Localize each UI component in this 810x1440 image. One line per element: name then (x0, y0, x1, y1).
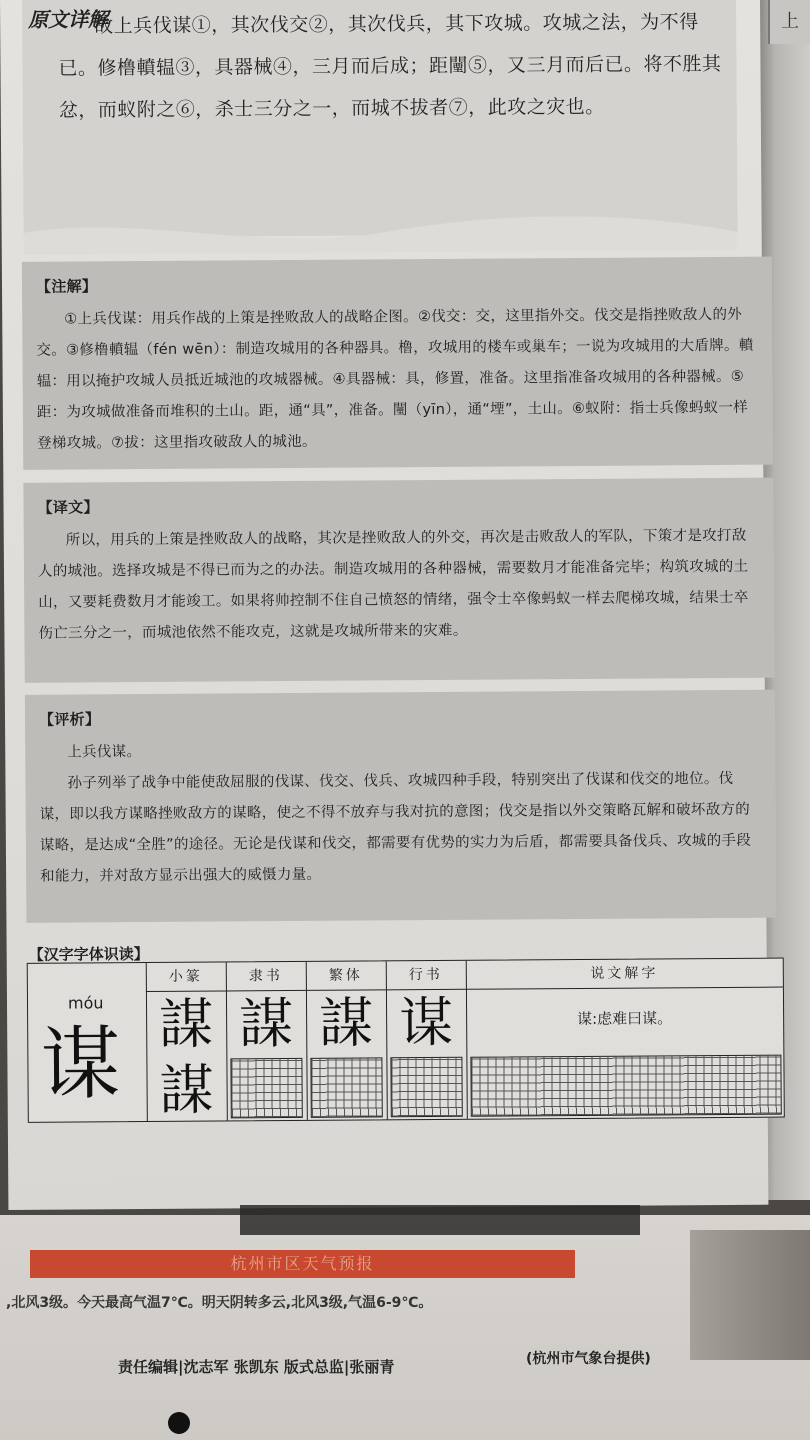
pinyin: móu (67, 993, 104, 1013)
analysis-section (25, 690, 777, 923)
notes-section (22, 257, 773, 470)
editors-credit: 责任编辑|沈志军 张凯东 版式总监|张丽青 (118, 1358, 395, 1376)
column-header: 行书 (386, 961, 466, 991)
notes-label: 【注解】 (35, 277, 98, 296)
column-header: 隶书 (226, 962, 306, 992)
weather-provider: (杭州市气象台提供) (526, 1351, 651, 1367)
shuowen-text: 谋:虑难曰谋。 (577, 1009, 673, 1028)
practice-grid (310, 1057, 382, 1118)
translation-label: 【译文】 (37, 498, 99, 517)
analysis-text: 孙子列举了战争中能使敌屈服的伐谋、伐交、伐兵、攻城四种手段，特别突出了伐谋和伐交的地位。伐谋，即以我方谋略挫败敌方的谋略，使之不得不放弃与我对抗的意图；伐交是指以外交策略瓦解和破坏敌方的谋略，是达成“全胜”的途径。无论是伐谋和伐交，都需要有优势的实力为后盾，都需要具备伐兵、攻城的手段和能力，并对敌方显示出强大的威慑力量。 (39, 770, 752, 885)
column-header: 小篆 (146, 962, 226, 992)
wave-divider (24, 210, 738, 255)
shuowen-header: 说文解字 (466, 959, 783, 990)
original-text: 故上兵伐谋①，其次伐交②，其次伐兵，其下攻城。攻城之法，为不得已。修橹轒辒③，具器械④，三月而后成；距闉⑤，又三月而后已。将不胜其忿，而蚁附之⑥，杀士三分之一，而城不拔者⑦，此攻之灾也。 (58, 11, 722, 122)
glyph-section-title: 【汉字字体识读】 (28, 944, 149, 964)
shadow (240, 1205, 640, 1235)
glyph-char: 謀 (159, 1058, 214, 1122)
glyph-char: 谋 (398, 990, 454, 1055)
column-fanti (306, 961, 388, 1120)
newspaper-background (0, 1215, 810, 1440)
column-xiaozhuan (146, 962, 228, 1121)
main-character: 谋 (40, 1017, 121, 1111)
practice-grid (230, 1058, 302, 1119)
glyph-char: 謀 (158, 992, 214, 1056)
analysis-lead: 上兵伐谋。 (67, 744, 142, 761)
weather-banner: 杭州市区天气预报 (30, 1250, 575, 1278)
glyph-char: 謀 (238, 991, 294, 1056)
black-dot (168, 1412, 190, 1434)
weather-text: ,北风3级。今天最高气温7℃。明天阴转多云,北风3级,气温6-9℃。 (6, 1295, 433, 1311)
translation-section (23, 478, 774, 683)
notes-text: ①上兵伐谋：用兵作战的上策是挫败敌人的战略企图。②伐交：交，这里指外交。伐交是指挫败敌人的外交。③修橹轒辒（fén wēn）：制造攻城用的各种器具。橹，攻城用的楼车或巢车；一说为攻城用的大盾牌。轒辒：用以掩护攻城人员抵近城池的攻城器械。④具器械：具，修置，准备。这里指准备攻城用的各种器械。⑤距：为攻城做准备而堆积的土山。距，通“具”，准备。闉（yīn），通“堙”，土山。⑥蚁附：指士兵像蚂蚁一样登梯攻城。⑦拔：这里指攻破敌人的城池。 (36, 306, 754, 452)
glyph-char: 謀 (318, 991, 374, 1055)
practice-grid (470, 1055, 781, 1117)
original-text-section (22, 0, 738, 238)
analysis-label: 【评析】 (38, 710, 101, 729)
column-header: 繁体 (306, 961, 386, 991)
column-lishu (226, 962, 308, 1121)
main-character-cell (28, 963, 148, 1122)
column-xingshu (386, 961, 468, 1120)
translation-text: 所以，用兵的上策是挫败敌人的战略，其次是挫败敌人的外交，再次是击败敌人的军队，下策才是攻打敌人的城池。选择攻城是不得已而为之的办法。制造攻城用的各种器械，需要数月才能准备完毕；构筑攻城的土山，又要耗费数月才能竣工。如果将帅控制不住自己愤怒的情绪，强令士卒像蚂蚁一样去爬梯攻城，结果士卒伤亡三分之一，而城池依然不能攻克，这就是攻城所带来的灾难。 (37, 527, 749, 642)
glyph-table (27, 958, 785, 1123)
original-section-title: 原文详解 (28, 7, 109, 32)
practice-grid (390, 1057, 462, 1118)
edge-tab: 上 (768, 0, 810, 44)
